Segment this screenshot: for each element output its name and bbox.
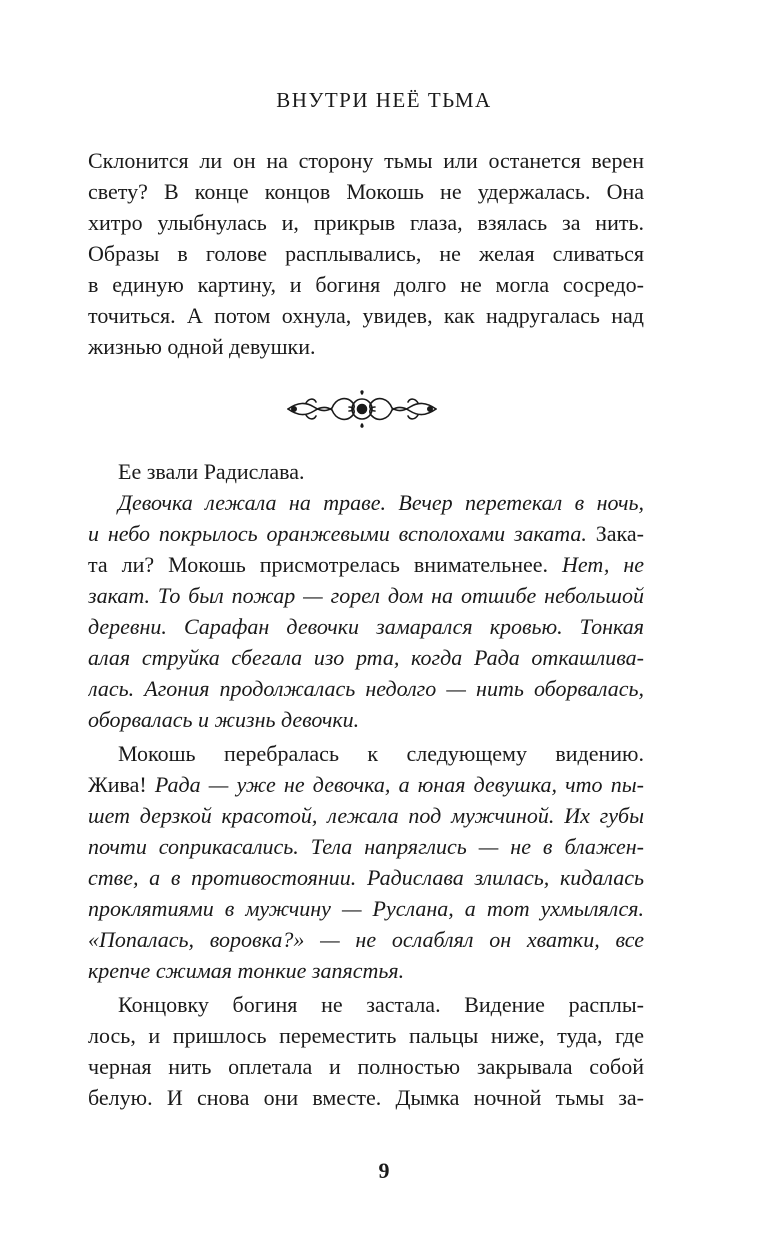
text-line: свету? В конце концов Мокошь не удержалась. Она — [88, 179, 644, 204]
text-line: в единую картину, и богиня долго не могла сосредо- — [88, 272, 644, 297]
italic-text: оборвалась и жизнь девочки. — [88, 707, 360, 732]
paragraph-vision-two — [88, 738, 644, 986]
text-line — [88, 738, 644, 769]
paragraph-opening — [88, 145, 644, 362]
text-line — [88, 955, 644, 986]
italic-text: алая струйка сбегала изо рта, когда Рада откашлива- — [88, 645, 644, 670]
text-line — [88, 673, 644, 704]
paragraph-vision-one — [88, 487, 644, 735]
text-line — [88, 518, 644, 549]
ornamental-divider-icon — [284, 388, 440, 430]
paragraph-ending — [88, 989, 644, 1113]
text-line: точиться. А потом охнула, увидев, как надругалась над — [88, 303, 644, 328]
text-line: лось, и пришлось переместить пальцы ниже, туда, где — [88, 1023, 644, 1048]
text-line — [88, 487, 644, 518]
text-line: Концовку богиня не застала. Видение расплы- — [118, 992, 644, 1017]
text-line — [88, 580, 644, 611]
text-line: черная нить оплетала и полностью закрывала собой — [88, 1054, 644, 1079]
text-line — [88, 862, 644, 893]
italic-text: «Попалась, воровка?» — не ослаблял он хватки, все — [88, 927, 644, 952]
text-line: Склонится ли он на сторону тьмы или останется верен — [88, 148, 644, 173]
text-line: белую. И снова они вместе. Дымка ночной тьмы за- — [88, 1085, 644, 1110]
italic-text: Рада — уже не девочка, а юная девушка, что пы- — [154, 772, 644, 797]
text-line — [88, 924, 644, 955]
section-two — [88, 456, 644, 1113]
italic-text: деревни. Сарафан девочки замарался кровью. Тонкая — [88, 614, 644, 639]
text-line — [88, 642, 644, 673]
text-line — [88, 893, 644, 924]
italic-text: закат. То был пожар — горел дом на отшибе небольшой — [88, 583, 644, 608]
italic-text: и небо покрылось оранжевыми всполохами заката. — [88, 521, 587, 546]
italic-text: лась. Агония продолжалась недолго — нить оборвалась, — [88, 676, 644, 701]
text-line: жизнью одной девушки. — [88, 334, 316, 359]
italic-text: Нет, не — [562, 552, 644, 577]
italic-text: крепче сжимая тонкие запястья. — [88, 958, 405, 983]
text-line — [88, 831, 644, 862]
running-head: ВНУТРИ НЕЁ ТЬМА — [276, 88, 492, 112]
text-line — [88, 704, 644, 735]
roman-text: Мокошь перебралась к следующему видению. — [118, 741, 644, 766]
roman-text: Жива! — [88, 772, 155, 797]
italic-text: стве, а в противостоянии. Радислава злилась, кидалась — [88, 865, 644, 890]
italic-text: почти соприкасались. Тела напряглись — не в блажен- — [88, 834, 644, 859]
text-line: Ее звали Радислава. — [118, 459, 305, 484]
text-line — [88, 611, 644, 642]
page-number: 9 — [378, 1158, 390, 1183]
text-line: Образы в голове расплывались, не желая сливаться — [88, 241, 644, 266]
italic-text: шет дерзкой красотой, лежала под мужчиной. Их губы — [88, 803, 644, 828]
text-line — [88, 800, 644, 831]
text-line: хитро улыбнулась и, прикрыв глаза, взялась за нить. — [88, 210, 644, 235]
italic-text: Девочка лежала на траве. Вечер перетекал в ночь, — [118, 490, 644, 515]
text-line — [88, 769, 644, 800]
roman-text: Зака- — [586, 521, 644, 546]
roman-text: та ли? Мокошь присмотрелась внимательнее. — [88, 552, 563, 577]
text-line — [88, 549, 644, 580]
italic-text: проклятиями в мужчину — Руслана, а тот ухмылялся. — [88, 896, 644, 921]
